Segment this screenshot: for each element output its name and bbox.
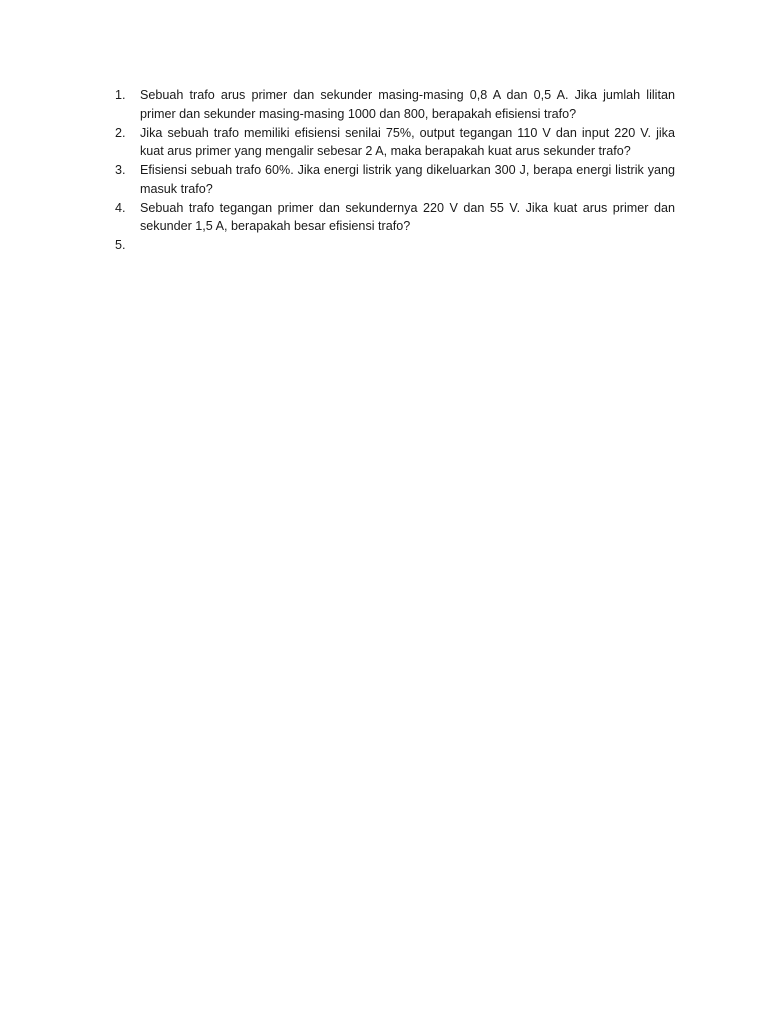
question-item xyxy=(115,199,675,237)
question-text: Sebuah trafo tegangan primer dan sekundernya 220 V dan 55 V. Jika kuat arus primer dan sekunder 1,5 A, berapakah besar efisiensi trafo? xyxy=(140,200,675,234)
question-item xyxy=(115,124,675,162)
question-text: Jika sebuah trafo memiliki efisiensi senilai 75%, output tegangan 110 V dan input 220 V. jika kuat arus primer yang mengalir sebesar 2 A, maka berapakah kuat arus sekunder trafo? xyxy=(140,125,675,159)
question-list xyxy=(115,86,675,255)
question-text: Efisiensi sebuah trafo 60%. Jika energi listrik yang dikeluarkan 300 J, berapa energi listrik yang masuk trafo? xyxy=(140,163,675,196)
question-text-empty xyxy=(140,236,675,255)
question-number: 4. xyxy=(115,200,126,215)
question-text: Sebuah trafo arus primer dan sekunder masing-masing 0,8 A dan 0,5 A. Jika jumlah lilitan primer dan sekunder masing-masing 1000 dan 800, berapakah efisiensi trafo? xyxy=(140,88,675,121)
question-number: 3. xyxy=(115,163,126,177)
question-item xyxy=(115,161,675,199)
question-item xyxy=(115,86,675,124)
question-number: 1. xyxy=(115,88,126,102)
question-number: 2. xyxy=(115,125,126,140)
question-number: 5. xyxy=(115,238,126,252)
question-item xyxy=(115,236,675,255)
